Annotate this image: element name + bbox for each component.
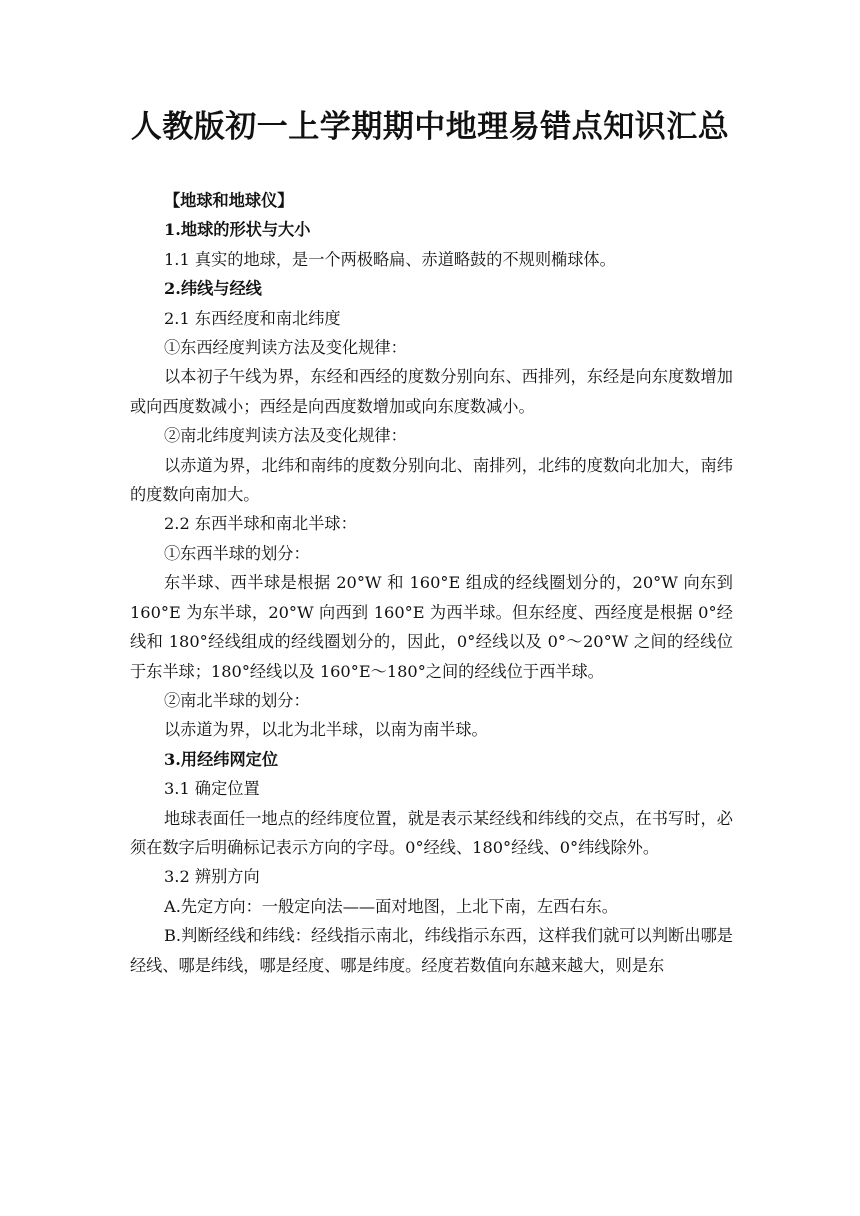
heading-1: 1.地球的形状与大小 xyxy=(164,220,311,240)
paragraph: A.先定方向：一般定向法——面对地图，上北下南，左西右东。 xyxy=(164,896,618,916)
item-heading: ②南北纬度判读方法及变化规律： xyxy=(164,426,407,446)
subheading: 3.2 辨别方向 xyxy=(164,867,260,887)
paragraph: 以赤道为界，北纬和南纬的度数分别向北、南排列，北纬的度数向北加大，南纬的度数向南加大。 xyxy=(130,455,733,505)
page-title: 人教版初一上学期期中地理易错点知识汇总 xyxy=(130,109,730,145)
section-heading: 【地球和地球仪】 xyxy=(164,191,294,210)
subheading: 3.1 确定位置 xyxy=(164,779,260,799)
item-heading: ②南北半球的划分： xyxy=(164,690,310,710)
heading-3: 3.用经纬网定位 xyxy=(164,749,279,769)
paragraph: 地球表面任一地点的经纬度位置，就是表示某经线和纬线的交点，在书写时，必须在数字后明确标记表示方向的字母。0°经线、180°经线、0°纬线除外。 xyxy=(130,808,733,857)
paragraph: 东半球、西半球是根据 20°W 和 160°E 组成的经线圈划分的，20°W 向东到 160°E 为东半球，20°W 向西到 160°E 为西半球。但东经度、西经度是根据 0°经线和 180°经线组成的经线圈划分的，因此，0°经线以及 0°～20°W 之间的经线位于东半球；180°经线以及 160°E～180°之间的经线位于西半球。 xyxy=(130,573,733,681)
paragraph: 以本初子午线为界，东经和西经的度数分别向东、西排列，东经是向东度数增加或向西度数减小；西经是向西度数增加或向东度数减小。 xyxy=(130,367,733,416)
item-heading: ①东西经度判读方法及变化规律： xyxy=(164,338,407,358)
item-heading: ①东西半球的划分： xyxy=(164,543,310,563)
subheading: 2.1 东西经度和南北纬度 xyxy=(164,308,341,328)
paragraph: 1.1 真实的地球，是一个两极略扁、赤道略鼓的不规则椭球体。 xyxy=(164,249,616,269)
paragraph: 以赤道为界，以北为北半球，以南为南半球。 xyxy=(164,720,488,740)
heading-2: 2.纬线与经线 xyxy=(164,279,262,299)
subheading: 2.2 东西半球和南北半球： xyxy=(164,514,357,534)
paragraph: B.判断经线和纬线：经线指示南北，纬线指示东西，这样我们就可以判断出哪是经线、哪是纬线，哪是经度、哪是纬度。经度若数值向东越来越大，则是东 xyxy=(130,926,733,975)
document-body xyxy=(130,186,733,980)
